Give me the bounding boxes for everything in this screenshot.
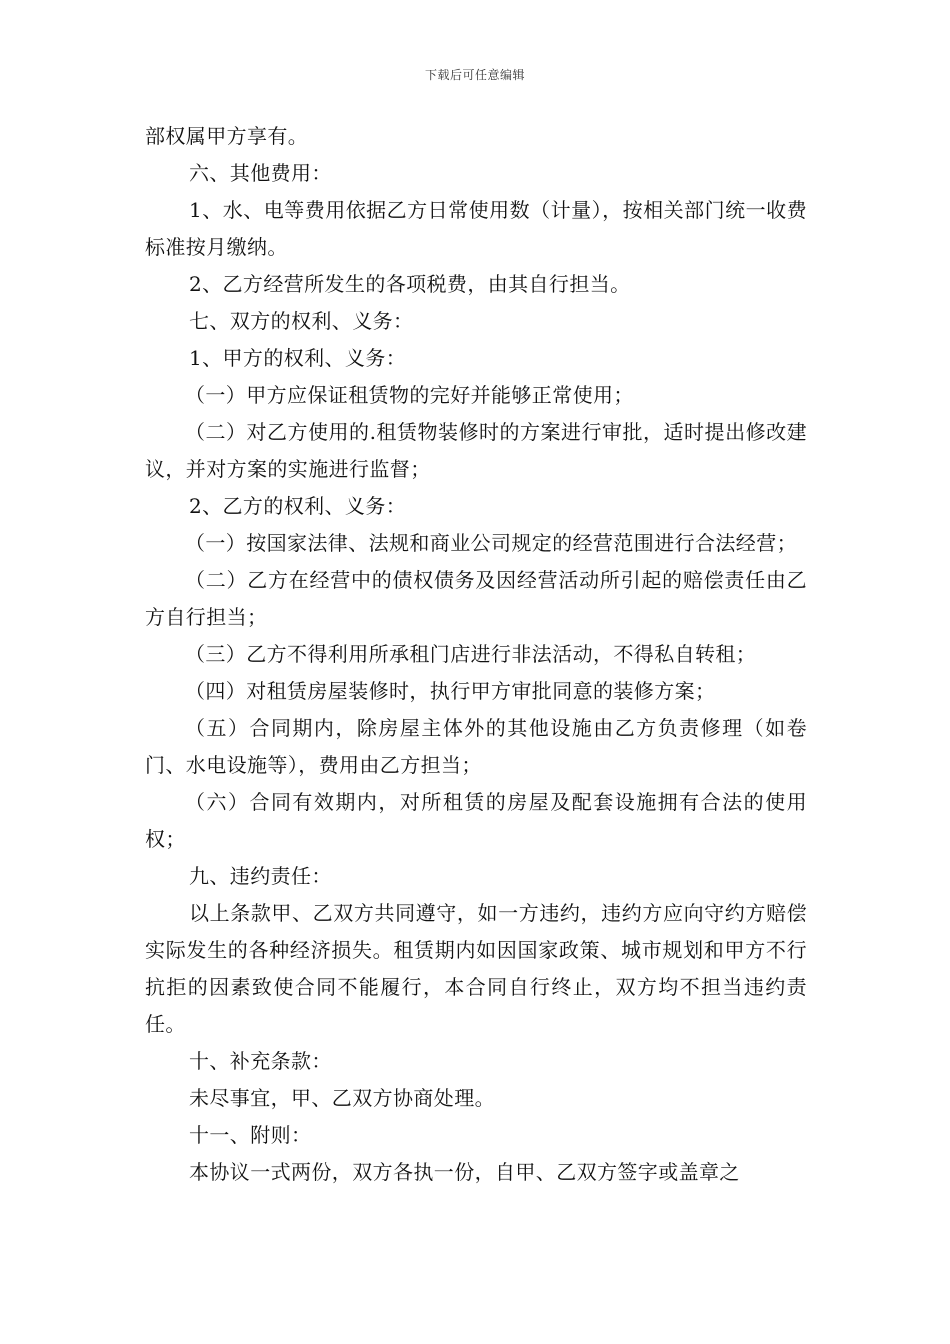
paragraph-party-b-item-3: （三）乙方不得利用所承租门店进行非法活动，不得私自转租；: [185, 642, 757, 666]
paragraph-party-b-item-1: （一）按国家法律、法规和商业公司规定的经营范围进行合法经营；: [185, 531, 797, 555]
paragraph-supplementary: 未尽事宜，甲、乙双方协商处理。: [189, 1086, 495, 1110]
heading-breach-liability: 九、违约责任：: [189, 864, 332, 888]
paragraph-ownership-continuation: 部权属甲方享有。: [145, 124, 309, 148]
heading-party-b-rights: 2、乙方的权利、义务：: [189, 494, 407, 518]
paragraph-utilities: 1、水、电等费用依据乙方日常使用数（计量），按相关部门统一收费标准按月缴纳。: [145, 198, 807, 259]
paragraph-party-b-item-6: （六）合同有效期内，对所租赁的房屋及配套设施拥有合法的使用权；: [145, 790, 807, 851]
paragraph-breach-terms: 以上条款甲、乙双方共同遵守，如一方违约，违约方应向守约方赔偿实际发生的各种经济损失。租赁期内如因国家政策、城市规划和甲方不行抗拒的因素致使合同不能履行，本合同自行终止，双方均不担当违约责任。: [145, 901, 807, 1036]
page-header: 下载后可任意编辑: [424, 68, 525, 82]
paragraph-party-a-item-1: （一）甲方应保证租赁物的完好并能够正常使用；: [185, 383, 634, 407]
heading-general-provisions: 十一、附则：: [189, 1123, 312, 1147]
paragraph-taxes: 2、乙方经营所发生的各项税费，由其自行担当。: [189, 272, 631, 296]
heading-rights-obligations: 七、双方的权利、义务：: [189, 309, 414, 333]
heading-supplementary-terms: 十、补充条款：: [189, 1049, 332, 1073]
paragraph-general-provisions: 本协议一式两份，双方各执一份，自甲、乙双方签字或盖章之: [189, 1160, 740, 1184]
document-body: [145, 118, 807, 1191]
heading-other-fees: 六、其他费用：: [189, 161, 332, 185]
paragraph-party-b-item-2: （二）乙方在经营中的债权债务及因经营活动所引起的赔偿责任由乙方自行担当；: [145, 568, 807, 629]
paragraph-party-b-item-4: （四）对租赁房屋装修时，执行甲方审批同意的装修方案；: [185, 679, 716, 703]
paragraph-party-a-item-2: （二）对乙方使用的.租赁物装修时的方案进行审批，适时提出修改建议，并对方案的实施进行监督；: [145, 420, 807, 481]
paragraph-party-b-item-5: （五）合同期内，除房屋主体外的其他设施由乙方负责修理（如卷门、水电设施等），费用由乙方担当；: [145, 716, 807, 777]
heading-party-a-rights: 1、甲方的权利、义务：: [189, 346, 407, 370]
